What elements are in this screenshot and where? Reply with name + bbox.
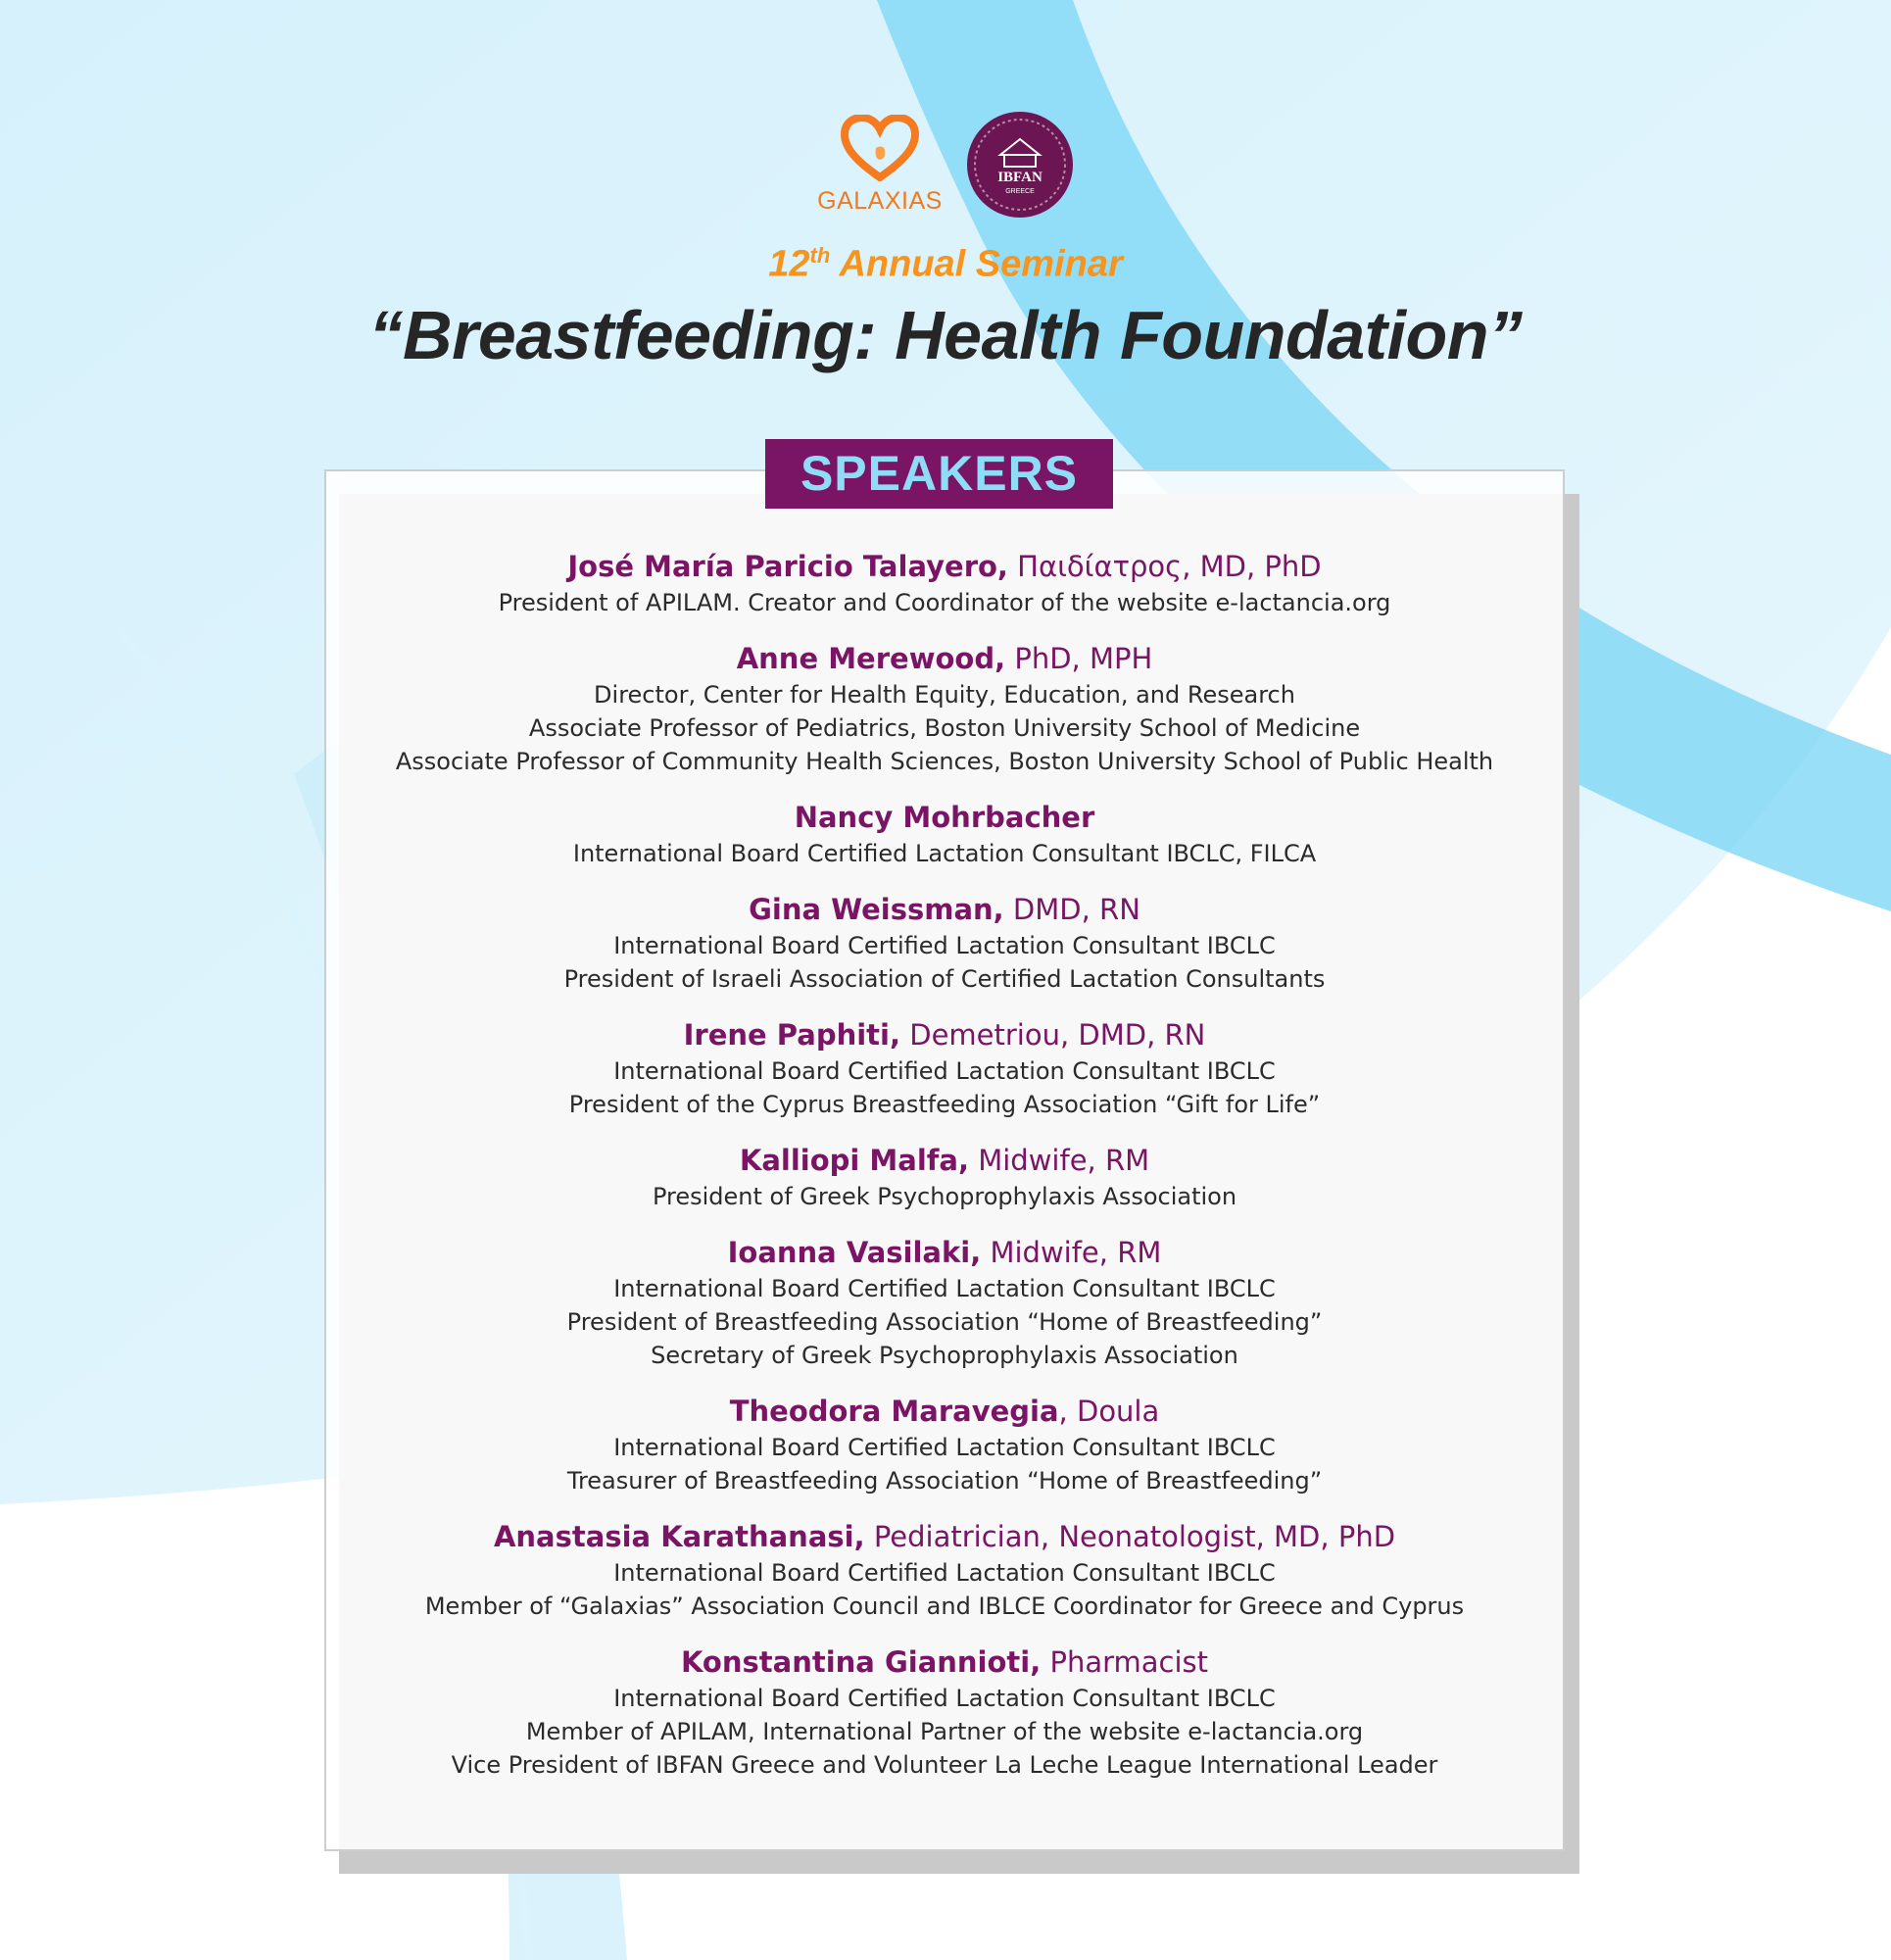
speaker-name: Kalliopi Malfa, <box>739 1144 969 1177</box>
speaker-detail: President of Greek Psychoprophylaxis Association <box>652 1183 1237 1210</box>
speaker-list <box>324 547 1565 1801</box>
speaker-entry <box>324 1392 1565 1497</box>
seminar-number-suffix: th <box>809 243 831 268</box>
speaker-credentials: Midwife, RM <box>978 1144 1150 1177</box>
speaker-detail: President of Israeli Association of Certified Lactation Consultants <box>563 965 1326 993</box>
speaker-detail: International Board Certified Lactation Consultant IBCLC <box>613 932 1276 959</box>
speakers-heading: SPEAKERS <box>765 439 1113 509</box>
speaker-detail: International Board Certified Lactation Consultant IBCLC <box>613 1559 1276 1587</box>
speaker-entry <box>324 1517 1565 1623</box>
ibfan-seal-subtext: GREECE <box>1005 188 1035 195</box>
speaker-name: José María Paricio Talayero, <box>567 550 1008 583</box>
speaker-name: Theodora Maravegia <box>729 1395 1059 1428</box>
speaker-detail: Secretary of Greek Psychoprophylaxis Association <box>651 1342 1238 1369</box>
galaxias-logo <box>816 115 944 216</box>
speaker-detail: Vice President of IBFAN Greece and Volunteer La Leche League International Leader <box>451 1751 1438 1779</box>
speaker-detail: International Board Certified Lactation Consultant IBCLC, FILCA <box>572 840 1317 867</box>
speaker-entry <box>324 639 1565 778</box>
speaker-detail: Director, Center for Health Equity, Education, and Research <box>594 681 1295 709</box>
speaker-detail: President of the Cyprus Breastfeeding Association “Gift for Life” <box>568 1091 1321 1118</box>
speaker-detail: Member of APILAM, International Partner of the website e-lactancia.org <box>525 1718 1364 1745</box>
page-title: “Breastfeeding: Health Foundation” <box>368 297 1523 373</box>
logo-row <box>0 110 1891 220</box>
speaker-detail: Associate Professor of Pediatrics, Boston University School of Medicine <box>528 714 1361 742</box>
speaker-credentials: , Doula <box>1058 1395 1160 1428</box>
speaker-detail: President of Breastfeeding Association “Home of Breastfeeding” <box>566 1308 1323 1336</box>
seminar-label: Annual Seminar <box>839 243 1123 285</box>
speaker-entry <box>324 1233 1565 1372</box>
speaker-detail: Treasurer of Breastfeeding Association “Home of Breastfeeding” <box>566 1467 1323 1494</box>
speaker-entry <box>324 1642 1565 1782</box>
speaker-entry <box>324 1015 1565 1121</box>
ibfan-greece-seal-icon <box>965 110 1075 220</box>
speaker-name: Anne Merewood, <box>736 642 1006 675</box>
speaker-name: Ioanna Vasilaki, <box>727 1236 982 1269</box>
speaker-entry <box>324 890 1565 996</box>
speaker-entry <box>324 547 1565 619</box>
speaker-credentials: DMD, RN <box>1012 893 1140 926</box>
galaxias-wordmark: GALAXIAS <box>817 186 943 215</box>
speaker-name: Nancy Mohrbacher <box>794 801 1095 834</box>
galaxias-heart-icon <box>841 115 919 181</box>
speaker-name: Konstantina Giannioti, <box>680 1645 1042 1679</box>
speaker-name: Gina Weissman, <box>749 893 1004 926</box>
speaker-detail: International Board Certified Lactation Consultant IBCLC <box>613 1685 1276 1712</box>
speaker-entry <box>324 1141 1565 1213</box>
speaker-name: Irene Paphiti, <box>683 1018 901 1052</box>
ibfan-seal-text: IBFAN <box>997 170 1042 185</box>
speaker-credentials: Demetriou, DMD, RN <box>909 1018 1206 1052</box>
speaker-credentials: Midwife, RM <box>990 1236 1162 1269</box>
speaker-credentials: Pharmacist <box>1049 1645 1209 1679</box>
speaker-name: Anastasia Karathanasi, <box>493 1520 865 1553</box>
speaker-credentials: PhD, MPH <box>1014 642 1153 675</box>
speaker-detail: International Board Certified Lactation Consultant IBCLC <box>613 1275 1276 1302</box>
speaker-detail: International Board Certified Lactation Consultant IBCLC <box>613 1057 1276 1085</box>
speaker-detail: President of APILAM. Creator and Coordinator of the website e-lactancia.org <box>498 589 1391 616</box>
seminar-number: 12 <box>768 243 810 285</box>
speaker-detail: Member of “Galaxias” Association Council and IBLCE Coordinator for Greece and Cyprus <box>424 1592 1465 1620</box>
speaker-credentials: Pediatrician, Neonatologist, MD, PhD <box>873 1520 1396 1553</box>
seminar-subtitle <box>0 243 1891 286</box>
speaker-entry <box>324 798 1565 870</box>
speaker-credentials: Παιδίατρος, MD, PhD <box>1017 550 1322 583</box>
speaker-detail: Associate Professor of Community Health Sciences, Boston University School of Public Health <box>395 748 1494 775</box>
speaker-detail: International Board Certified Lactation Consultant IBCLC <box>613 1434 1276 1461</box>
